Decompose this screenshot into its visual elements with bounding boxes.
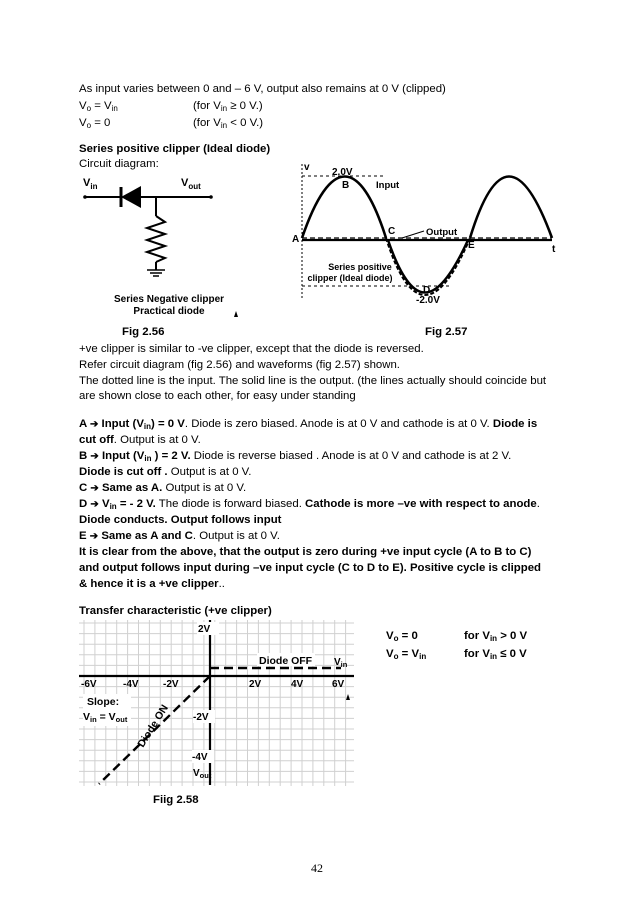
t-axis-label: t bbox=[552, 244, 556, 255]
slope-label: Slope: bbox=[87, 696, 120, 708]
point-e-label: E bbox=[468, 240, 475, 251]
x-6v-label: 6V bbox=[332, 679, 345, 690]
paragraph-line: The dotted line is the input. The solid line is the output. (the lines actually should coincide but bbox=[79, 375, 547, 387]
fig-2-57-caption-line2: clipper (Ideal diode) bbox=[307, 273, 393, 283]
analysis-b-cont: Diode is cut off . Output is at 0 V. bbox=[79, 466, 252, 478]
vout-axis-label: $V_{out}$ bbox=[193, 768, 212, 780]
transfer-heading: Transfer characteristic (+ve clipper) bbox=[79, 605, 272, 617]
section-heading: Series positive clipper (Ideal diode) bbox=[79, 143, 271, 155]
y-m4v-label: -4V bbox=[192, 752, 208, 763]
circuit-diagram-label: Circuit diagram: bbox=[79, 158, 159, 170]
equation-vo-zero: $V_o = 0$ bbox=[79, 117, 111, 130]
transfer-eq-2: $V_o = V_{in}$ bbox=[386, 648, 427, 661]
slope-equation: Vin = Vout bbox=[83, 711, 128, 724]
transfer-characteristic-fig-2-58 bbox=[79, 620, 359, 788]
intro-line: As input varies between 0 and – 6 V, output also remains at 0 V (clipped) bbox=[79, 83, 446, 95]
page-number: 42 bbox=[311, 861, 323, 875]
diode-off-label: Diode OFF bbox=[259, 655, 313, 667]
x-m6v-label: -6V bbox=[81, 679, 97, 690]
resistor bbox=[147, 216, 165, 262]
analysis-a-cont: cut off. Output is at 0 V. bbox=[79, 434, 201, 446]
arrow-icon: ➔ bbox=[90, 483, 99, 494]
arrow-icon: ➔ bbox=[89, 419, 99, 430]
analysis-e: E ➔ Same as A and C. Output is at 0 V. bbox=[79, 530, 280, 542]
x-m4v-label: -4V bbox=[123, 679, 139, 690]
fig-2-56-caption-line1: Series Negative clipper bbox=[113, 294, 225, 305]
transfer-eq-1-condition: for $V_{in} > 0$ V bbox=[464, 630, 528, 643]
analysis-c: C ➔ Same as A. Output is at 0 V. bbox=[79, 482, 247, 494]
equation-vo-vin: $V_o = V_{in}$ bbox=[79, 100, 118, 113]
input-label: Input bbox=[376, 180, 400, 191]
fig-2-56-caption-line2: Practical diode bbox=[133, 306, 205, 317]
transfer-eq-1: $V_o = 0$ bbox=[386, 630, 418, 643]
waveform-fig-2-57 bbox=[290, 158, 560, 306]
conclusion-line: & hence it is a +ve clipper.. bbox=[79, 578, 225, 590]
conclusion-line: and output follows input during –ve input cycle (C to D to E). Positive cycle is clipped bbox=[79, 562, 541, 574]
analysis-d: D ➔ $V_{in}$ = - 2 V. The diode is forward biased. Cathode is more –ve with respect to anode. bbox=[79, 498, 540, 511]
paragraph-line: +ve clipper is similar to -ve clipper, except that the diode is reversed. bbox=[79, 343, 424, 355]
v-axis-label: v bbox=[304, 162, 310, 173]
point-c-label: C bbox=[388, 226, 396, 237]
fig-2-58-label: Fiig 2.58 bbox=[153, 794, 199, 806]
analysis-a: A ➔ Input $(V_{in}) = 0$ V. Diode is zero biased. Anode is at 0 V and cathode is at 0 V. Diode is bbox=[79, 418, 538, 431]
fig-2-57-caption-line1: Series positive bbox=[328, 262, 392, 272]
x-2v-label: 2V bbox=[249, 679, 262, 690]
diode-triangle bbox=[121, 186, 141, 208]
arrow-icon: ➔ bbox=[89, 531, 99, 542]
transfer-eq-2-condition: for $V_{in} \le 0$ V bbox=[464, 648, 527, 661]
arrow-icon: ➔ bbox=[90, 499, 99, 510]
peak-label: 2.0V bbox=[332, 167, 353, 178]
fig-2-56-label: Fig 2.56 bbox=[122, 326, 165, 338]
diode-on-label: Diode ON bbox=[135, 702, 171, 750]
equation-vo-vin-condition: (for $V_{in} \ge 0$ V.) bbox=[193, 100, 263, 113]
paragraph-line: Refer circuit diagram (fig 2.56) and waveforms (fig 2.57) shown. bbox=[79, 359, 400, 371]
vout-label: $V_{out}$ bbox=[181, 177, 201, 191]
analysis-b: B ➔ Input ($V_{in}$ ) = 2 V. Diode is reverse biased . Anode is at 0 V and cathode is at 2 V. bbox=[79, 450, 512, 463]
vin-axis-label: $V_{in}$ bbox=[334, 657, 348, 669]
equation-vo-zero-condition: (for $V_{in} < 0$ V.) bbox=[193, 117, 264, 130]
point-b-label: B bbox=[342, 180, 350, 191]
circuit-diagram-fig-2-56 bbox=[79, 170, 284, 320]
trough-label: -2.0V bbox=[416, 295, 440, 306]
arrow-icon: ➔ bbox=[90, 451, 99, 462]
y-2v-label: 2V bbox=[198, 624, 211, 635]
paragraph-line: are shown close to each other, for easy under standing bbox=[79, 390, 356, 402]
y-m2v-label: -2V bbox=[193, 712, 209, 723]
fig-2-57-label: Fig 2.57 bbox=[425, 326, 468, 338]
output-label: Output bbox=[426, 227, 458, 238]
input-second-cycle bbox=[470, 177, 552, 239]
analysis-d-cont: Diode conducts. Output follows input bbox=[79, 514, 282, 526]
point-a-label: A bbox=[292, 234, 300, 245]
point-d-label: D bbox=[423, 285, 431, 296]
conclusion-line: It is clear from the above, that the output is zero during +ve input cycle (A to B to C) bbox=[79, 546, 532, 558]
x-m2v-label: -2V bbox=[163, 679, 179, 690]
vin-label: $V_{in}$ bbox=[83, 177, 98, 191]
x-4v-label: 4V bbox=[291, 679, 304, 690]
